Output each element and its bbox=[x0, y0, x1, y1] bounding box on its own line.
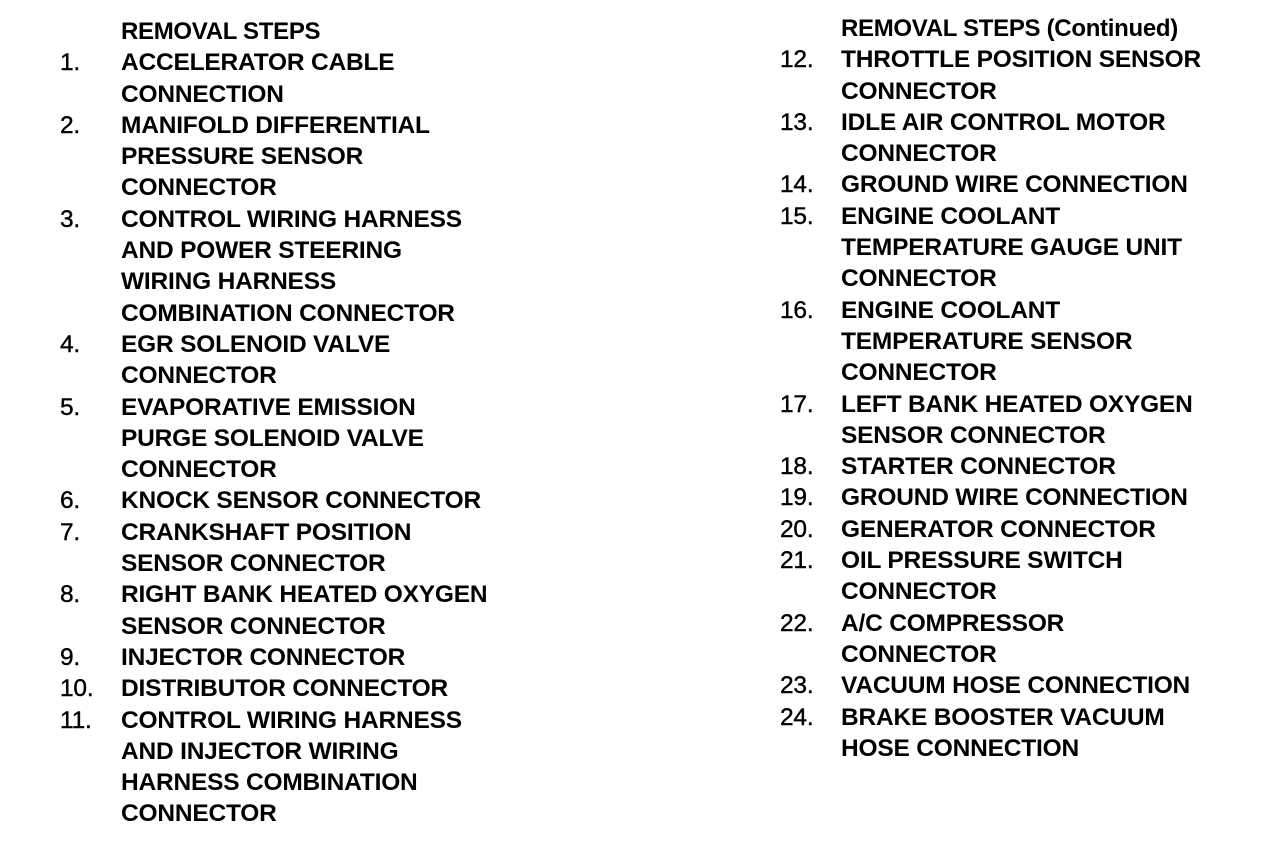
step-number: 5. bbox=[60, 393, 81, 421]
step-item bbox=[60, 517, 740, 580]
step-number: 19. bbox=[780, 484, 814, 512]
step-text-line: GENERATOR CONNECTOR bbox=[841, 515, 1156, 543]
step-number: 17. bbox=[780, 390, 814, 418]
step-number: 7. bbox=[60, 518, 81, 546]
step-text-line: ENGINE COOLANT bbox=[841, 202, 1061, 230]
step-number: 4. bbox=[60, 330, 81, 358]
step-text bbox=[121, 204, 462, 329]
step-text bbox=[841, 670, 1190, 701]
step-text bbox=[841, 608, 1064, 671]
step-item bbox=[780, 451, 1270, 482]
step-number: 20. bbox=[780, 515, 814, 543]
step-text-line: A/C COMPRESSOR bbox=[841, 609, 1065, 637]
step-item bbox=[60, 485, 740, 516]
step-number: 11. bbox=[60, 706, 92, 734]
step-text-line: CONNECTOR bbox=[121, 362, 277, 390]
step-text bbox=[841, 295, 1132, 389]
step-text-line: EGR SOLENOID VALVE bbox=[121, 330, 391, 358]
step-number: 6. bbox=[60, 487, 81, 515]
right-column bbox=[780, 13, 1270, 764]
step-item bbox=[60, 110, 740, 204]
step-text-line: PRESSURE SENSOR bbox=[121, 143, 364, 171]
step-number: 9. bbox=[60, 643, 81, 671]
step-text bbox=[841, 44, 1201, 107]
step-text bbox=[121, 485, 481, 516]
step-item bbox=[780, 482, 1270, 513]
left-steps-list bbox=[60, 47, 740, 829]
step-text bbox=[121, 517, 411, 580]
step-text-line: TEMPERATURE GAUGE UNIT bbox=[841, 234, 1182, 262]
step-item bbox=[780, 44, 1270, 107]
step-number: 3. bbox=[60, 205, 81, 233]
step-number: 1. bbox=[60, 49, 81, 77]
step-text-line: CONNECTOR bbox=[841, 640, 997, 668]
left-heading: REMOVAL STEPS bbox=[121, 18, 321, 45]
step-text-line: INJECTOR CONNECTOR bbox=[121, 643, 406, 671]
step-item bbox=[780, 389, 1270, 452]
step-number: 12. bbox=[780, 46, 814, 74]
step-text-line: CONNECTOR bbox=[841, 359, 997, 387]
step-text bbox=[841, 702, 1165, 765]
step-text bbox=[121, 705, 462, 830]
step-number: 16. bbox=[780, 296, 814, 324]
step-item bbox=[60, 329, 740, 392]
step-text-line: ACCELERATOR CABLE bbox=[121, 49, 395, 77]
step-text-line: CONNECTOR bbox=[121, 456, 277, 484]
step-text bbox=[121, 642, 405, 673]
step-number: 2. bbox=[60, 111, 81, 139]
step-text bbox=[121, 329, 390, 392]
step-text-line: WIRING HARNESS bbox=[121, 268, 336, 296]
step-item bbox=[60, 579, 740, 642]
step-text bbox=[841, 201, 1182, 295]
right-heading: REMOVAL STEPS (Continued) bbox=[841, 15, 1178, 42]
step-text-line: GROUND WIRE CONNECTION bbox=[841, 171, 1188, 199]
step-text bbox=[841, 389, 1193, 452]
step-text-line: PURGE SOLENOID VALVE bbox=[121, 424, 424, 452]
step-number: 8. bbox=[60, 581, 81, 609]
step-text bbox=[121, 392, 424, 486]
step-text-line: CONTROL WIRING HARNESS bbox=[121, 205, 462, 233]
step-text bbox=[121, 579, 487, 642]
step-text bbox=[841, 169, 1188, 200]
step-item bbox=[780, 295, 1270, 389]
step-text-line: MANIFOLD DIFFERENTIAL bbox=[121, 111, 430, 139]
step-item bbox=[780, 107, 1270, 170]
right-steps-list bbox=[780, 44, 1270, 764]
step-text-line: CONNECTOR bbox=[121, 174, 277, 202]
step-text-line: HARNESS COMBINATION bbox=[121, 769, 418, 797]
step-number: 13. bbox=[780, 108, 814, 136]
step-item bbox=[60, 47, 740, 110]
step-text bbox=[841, 545, 1123, 608]
step-text-line: CONNECTOR bbox=[121, 800, 277, 828]
step-text bbox=[841, 107, 1166, 170]
step-text bbox=[841, 514, 1156, 545]
step-text-line: THROTTLE POSITION SENSOR bbox=[841, 46, 1201, 74]
step-text-line: IDLE AIR CONTROL MOTOR bbox=[841, 108, 1166, 136]
step-text-line: VACUUM HOSE CONNECTION bbox=[841, 672, 1191, 700]
step-text-line: SENSOR CONNECTOR bbox=[121, 550, 386, 578]
left-column bbox=[60, 16, 740, 830]
step-text-line: CONNECTOR bbox=[841, 578, 997, 606]
step-number: 21. bbox=[780, 547, 814, 575]
step-number: 10. bbox=[60, 675, 94, 703]
step-number: 18. bbox=[780, 453, 814, 481]
step-number: 14. bbox=[780, 171, 814, 199]
step-item bbox=[60, 204, 740, 329]
step-item bbox=[780, 169, 1270, 200]
step-item bbox=[60, 642, 740, 673]
step-text-line: HOSE CONNECTION bbox=[841, 734, 1079, 762]
step-text-line: KNOCK SENSOR CONNECTOR bbox=[121, 487, 481, 515]
step-text-line: BRAKE BOOSTER VACUUM bbox=[841, 703, 1165, 731]
step-text-line: AND POWER STEERING bbox=[121, 237, 402, 265]
step-text-line: CONNECTOR bbox=[841, 265, 997, 293]
step-text-line: EVAPORATIVE EMISSION bbox=[121, 393, 416, 421]
step-number: 24. bbox=[780, 703, 814, 731]
step-text bbox=[121, 673, 448, 704]
step-text-line: COMBINATION CONNECTOR bbox=[121, 299, 455, 327]
step-text-line: RIGHT BANK HEATED OXYGEN bbox=[121, 581, 488, 609]
step-text-line: DISTRIBUTOR CONNECTOR bbox=[121, 675, 449, 703]
step-text-line: SENSOR CONNECTOR bbox=[841, 421, 1106, 449]
step-item bbox=[780, 201, 1270, 295]
step-text bbox=[841, 482, 1188, 513]
step-text bbox=[841, 451, 1116, 482]
step-item bbox=[780, 670, 1270, 701]
step-item bbox=[780, 514, 1270, 545]
step-text-line: SENSOR CONNECTOR bbox=[121, 612, 386, 640]
step-item bbox=[780, 545, 1270, 608]
step-text-line: CONNECTION bbox=[121, 80, 284, 108]
step-text-line: STARTER CONNECTOR bbox=[841, 453, 1116, 481]
step-item bbox=[60, 392, 740, 486]
step-item bbox=[780, 702, 1270, 765]
step-text-line: GROUND WIRE CONNECTION bbox=[841, 484, 1188, 512]
step-text-line: CRANKSHAFT POSITION bbox=[121, 518, 412, 546]
step-number: 22. bbox=[780, 609, 814, 637]
step-item bbox=[60, 673, 740, 704]
step-text-line: CONTROL WIRING HARNESS bbox=[121, 706, 462, 734]
step-text-line: OIL PRESSURE SWITCH bbox=[841, 547, 1123, 575]
step-number: 15. bbox=[780, 202, 814, 230]
step-text-line: LEFT BANK HEATED OXYGEN bbox=[841, 390, 1193, 418]
step-text bbox=[121, 47, 394, 110]
step-text-line: AND INJECTOR WIRING bbox=[121, 737, 399, 765]
step-text-line: CONNECTOR bbox=[841, 140, 997, 168]
step-text-line: TEMPERATURE SENSOR bbox=[841, 327, 1133, 355]
step-text-line: ENGINE COOLANT bbox=[841, 296, 1061, 324]
step-text-line: CONNECTOR bbox=[841, 77, 997, 105]
step-number: 23. bbox=[780, 672, 814, 700]
step-text bbox=[121, 110, 430, 204]
step-item bbox=[780, 608, 1270, 671]
step-item bbox=[60, 705, 740, 830]
